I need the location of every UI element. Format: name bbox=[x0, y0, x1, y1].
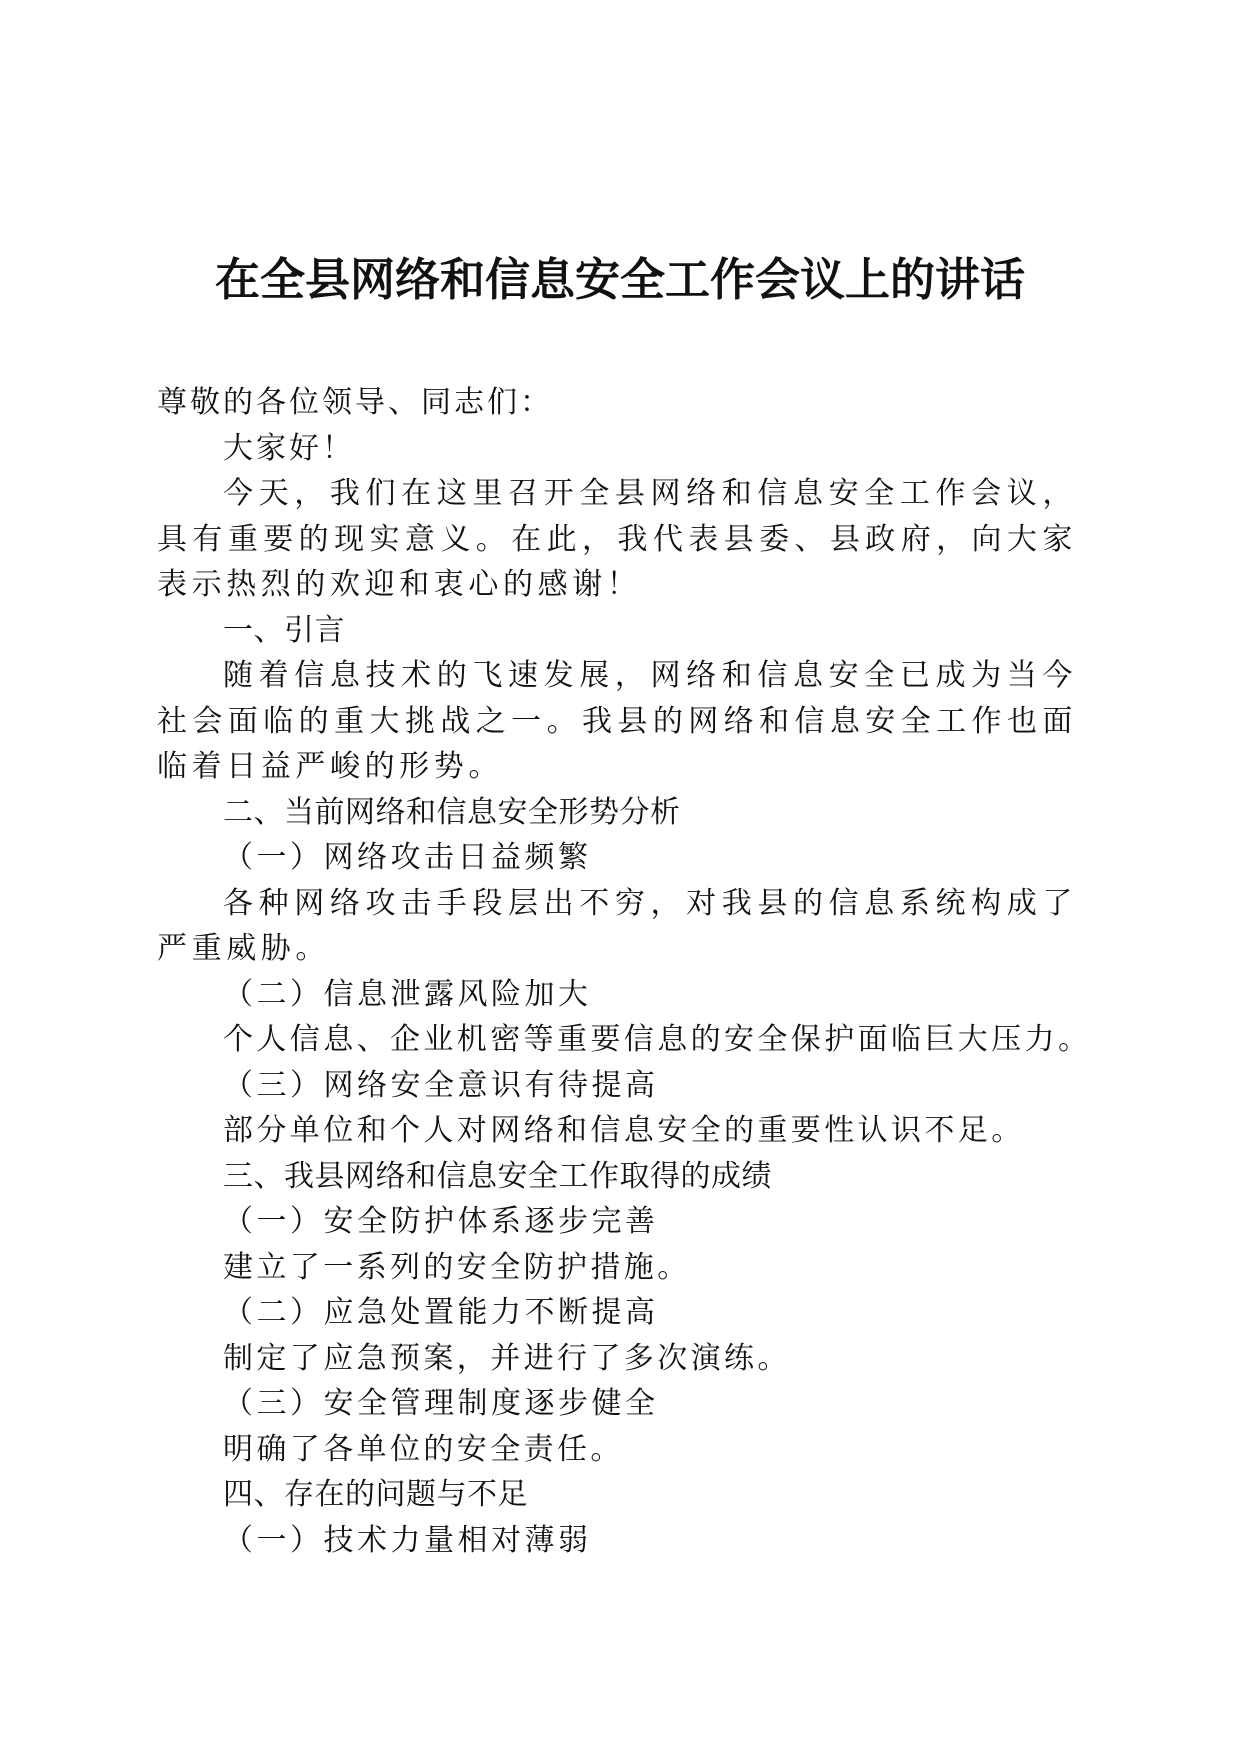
subheading-2-2: （二）信息泄露风险加大 bbox=[223, 976, 592, 1012]
subheading-3-2: （二）应急处置能力不断提高 bbox=[223, 1295, 659, 1330]
section-heading-1: 一、引言 bbox=[223, 612, 345, 648]
subheading-3-3: （三）安全管理制度逐步健全 bbox=[223, 1386, 659, 1421]
subheading-3-1: （一）安全防护体系逐步完善 bbox=[223, 1204, 659, 1239]
subheading-4-1: （一）技术力量相对薄弱 bbox=[223, 1522, 592, 1558]
greeting: 大家好！ bbox=[223, 430, 355, 466]
subheading-2-1: （一）网络攻击日益频繁 bbox=[223, 840, 592, 875]
salutation: 尊敬的各位领导、同志们： bbox=[157, 385, 553, 420]
paragraph-3-2: 制定了应急预案，并进行了多次演练。 bbox=[223, 1340, 791, 1376]
section-heading-4: 四、存在的问题与不足 bbox=[223, 1477, 528, 1512]
section-heading-3: 三、我县网络和信息安全工作取得的成绩 bbox=[223, 1158, 772, 1194]
document-body bbox=[157, 380, 1092, 1563]
section-heading-2: 二、当前网络和信息安全形势分析 bbox=[223, 794, 681, 830]
paragraph-2-2: 个人信息、企业机密等重要信息的安全保护面临巨大压力。 bbox=[223, 1022, 1092, 1057]
paragraph-2-3: 部分单位和个人对网络和信息安全的重要性认识不足。 bbox=[223, 1113, 1025, 1148]
page-title: 在全县网络和信息安全工作会议上的讲话 bbox=[214, 253, 1025, 306]
paragraph-3-3: 明确了各单位的安全责任。 bbox=[223, 1431, 624, 1467]
subheading-2-3: （三）网络安全意识有待提高 bbox=[223, 1067, 659, 1103]
paragraph-3-1: 建立了一系列的安全防护措施。 bbox=[223, 1249, 691, 1285]
paragraph-section-1: 随着信息技术的飞速发展，网络和信息安全已成为当今社会面临的重大挑战之一。我县的网络和信息安全工作也面临着日益严峻的形势。 bbox=[157, 658, 1077, 784]
paragraph-2-1: 各种网络攻击手段层出不穷，对我县的信息系统构成了严重威胁。 bbox=[157, 885, 1077, 966]
paragraph-intro: 今天，我们在这里召开全县网络和信息安全工作会议，具有重要的现实意义。在此，我代表县委、县政府，向大家表示热烈的欢迎和衷心的感谢！ bbox=[157, 476, 1077, 602]
